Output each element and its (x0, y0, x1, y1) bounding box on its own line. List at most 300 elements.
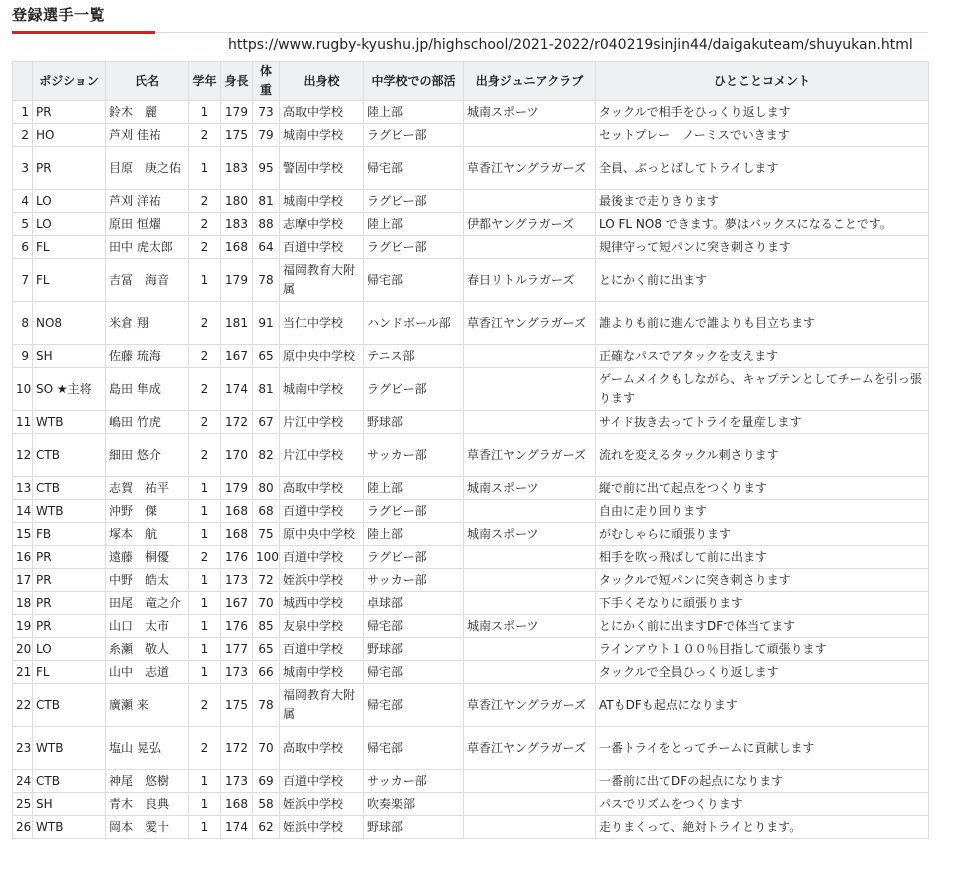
cell-school: 城西中学校 (280, 592, 364, 615)
cell-position: SO ★主将 (33, 368, 106, 411)
cell-no: 25 (13, 793, 33, 816)
table-body (13, 101, 929, 839)
cell-junior-club: 城南スポーツ (464, 523, 596, 546)
cell-grade: 1 (189, 661, 221, 684)
cell-club: ラグビー部 (364, 500, 464, 523)
cell-name: 島田 隼成 (106, 368, 189, 411)
cell-no: 12 (13, 434, 33, 477)
cell-weight: 85 (253, 615, 280, 638)
header-junior-club: 出身ジュニアクラブ (464, 62, 596, 101)
cell-school: 百道中学校 (280, 236, 364, 259)
cell-club: 帰宅部 (364, 615, 464, 638)
cell-grade: 2 (189, 213, 221, 236)
cell-club: 帰宅部 (364, 259, 464, 302)
cell-school: 姪浜中学校 (280, 816, 364, 839)
cell-name: 遠藤 桐優 (106, 546, 189, 569)
cell-weight: 78 (253, 259, 280, 302)
table-row (13, 259, 929, 302)
cell-no: 23 (13, 727, 33, 770)
cell-club: サッカー部 (364, 569, 464, 592)
cell-no: 7 (13, 259, 33, 302)
cell-height: 167 (221, 345, 253, 368)
cell-school: 警固中学校 (280, 147, 364, 190)
cell-comment: 一番トライをとってチームに貢献します (596, 727, 929, 770)
cell-name: 原田 恒燿 (106, 213, 189, 236)
cell-name: 田中 虎太郎 (106, 236, 189, 259)
cell-weight: 68 (253, 500, 280, 523)
cell-height: 177 (221, 638, 253, 661)
cell-weight: 65 (253, 345, 280, 368)
cell-height: 173 (221, 770, 253, 793)
cell-no: 1 (13, 101, 33, 124)
cell-position: FB (33, 523, 106, 546)
cell-school: 姪浜中学校 (280, 793, 364, 816)
cell-club: ラグビー部 (364, 190, 464, 213)
cell-name: 山口 太市 (106, 615, 189, 638)
table-row (13, 569, 929, 592)
cell-junior-club: 草香江ヤングラガーズ (464, 147, 596, 190)
cell-weight: 80 (253, 477, 280, 500)
cell-position: WTB (33, 816, 106, 839)
cell-position: FL (33, 259, 106, 302)
cell-no: 15 (13, 523, 33, 546)
cell-junior-club (464, 124, 596, 147)
table-row (13, 546, 929, 569)
cell-grade: 2 (189, 727, 221, 770)
cell-weight: 65 (253, 638, 280, 661)
cell-comment: 正確なパスでアタックを支えます (596, 345, 929, 368)
cell-height: 179 (221, 101, 253, 124)
cell-junior-club (464, 546, 596, 569)
cell-no: 26 (13, 816, 33, 839)
table-row (13, 477, 929, 500)
cell-position: CTB (33, 477, 106, 500)
cell-comment: 相手を吹っ飛ばして前に出ます (596, 546, 929, 569)
cell-comment: タックルで相手をひっくり返します (596, 101, 929, 124)
cell-grade: 1 (189, 477, 221, 500)
cell-grade: 2 (189, 684, 221, 727)
cell-height: 173 (221, 661, 253, 684)
cell-club: ラグビー部 (364, 124, 464, 147)
cell-comment: パスでリズムをつくります (596, 793, 929, 816)
cell-club: 帰宅部 (364, 661, 464, 684)
table-row (13, 770, 929, 793)
cell-height: 179 (221, 477, 253, 500)
cell-name: 青木 良典 (106, 793, 189, 816)
header-comment: ひとことコメント (596, 62, 929, 101)
table-row (13, 661, 929, 684)
cell-school: 城南中学校 (280, 190, 364, 213)
cell-junior-club: 草香江ヤングラガーズ (464, 684, 596, 727)
cell-weight: 70 (253, 727, 280, 770)
cell-grade: 1 (189, 592, 221, 615)
cell-grade: 1 (189, 500, 221, 523)
cell-name: 山中 志道 (106, 661, 189, 684)
cell-name: 芦刈 佳祐 (106, 124, 189, 147)
cell-weight: 69 (253, 770, 280, 793)
cell-no: 24 (13, 770, 33, 793)
cell-club: ラグビー部 (364, 546, 464, 569)
cell-grade: 2 (189, 345, 221, 368)
cell-grade: 2 (189, 302, 221, 345)
cell-no: 4 (13, 190, 33, 213)
cell-name: 廣瀬 来 (106, 684, 189, 727)
cell-club: ラグビー部 (364, 368, 464, 411)
cell-no: 16 (13, 546, 33, 569)
cell-school: 志摩中学校 (280, 213, 364, 236)
cell-club: 陸上部 (364, 477, 464, 500)
cell-comment: セットプレー ノーミスでいきます (596, 124, 929, 147)
cell-grade: 1 (189, 793, 221, 816)
cell-height: 168 (221, 236, 253, 259)
cell-position: HO (33, 124, 106, 147)
cell-weight: 82 (253, 434, 280, 477)
table-row (13, 500, 929, 523)
cell-club: ハンドボール部 (364, 302, 464, 345)
cell-name: 目原 庚之佑 (106, 147, 189, 190)
cell-club: 吹奏楽部 (364, 793, 464, 816)
table-row (13, 124, 929, 147)
cell-junior-club (464, 770, 596, 793)
cell-school: 城南中学校 (280, 124, 364, 147)
cell-weight: 67 (253, 411, 280, 434)
cell-name: 塚本 航 (106, 523, 189, 546)
cell-comment: とにかく前に出ます (596, 259, 929, 302)
cell-school: 城南中学校 (280, 661, 364, 684)
cell-position: FL (33, 661, 106, 684)
cell-junior-club: 城南スポーツ (464, 477, 596, 500)
cell-height: 168 (221, 500, 253, 523)
cell-name: 岡本 愛十 (106, 816, 189, 839)
title-accent-bar (12, 31, 155, 34)
cell-junior-club: 草香江ヤングラガーズ (464, 434, 596, 477)
cell-school: 姪浜中学校 (280, 569, 364, 592)
cell-name: 糸瀬 敬人 (106, 638, 189, 661)
cell-weight: 64 (253, 236, 280, 259)
cell-school: 片江中学校 (280, 411, 364, 434)
cell-club: 帰宅部 (364, 727, 464, 770)
cell-height: 183 (221, 213, 253, 236)
cell-comment: 全員、ぶっとばしてトライします (596, 147, 929, 190)
cell-name: 塩山 晃弘 (106, 727, 189, 770)
cell-position: CTB (33, 770, 106, 793)
cell-name: 鈴木 麗 (106, 101, 189, 124)
cell-comment: 最後まで走りきります (596, 190, 929, 213)
cell-junior-club (464, 592, 596, 615)
header-grade: 学年 (189, 62, 221, 101)
cell-no: 18 (13, 592, 33, 615)
cell-no: 10 (13, 368, 33, 411)
cell-no: 20 (13, 638, 33, 661)
header-position: ポジション (33, 62, 106, 101)
cell-position: CTB (33, 434, 106, 477)
cell-no: 19 (13, 615, 33, 638)
header-school: 出身校 (280, 62, 364, 101)
cell-height: 176 (221, 546, 253, 569)
cell-school: 福岡教育大附属 (280, 684, 364, 727)
cell-height: 168 (221, 523, 253, 546)
cell-height: 172 (221, 727, 253, 770)
cell-position: CTB (33, 684, 106, 727)
cell-junior-club (464, 190, 596, 213)
cell-school: 原中央中学校 (280, 523, 364, 546)
cell-grade: 1 (189, 569, 221, 592)
cell-weight: 81 (253, 190, 280, 213)
page-title: 登録選手一覧 (12, 6, 106, 24)
cell-no: 17 (13, 569, 33, 592)
cell-school: 百道中学校 (280, 546, 364, 569)
cell-position: LO (33, 638, 106, 661)
cell-height: 175 (221, 124, 253, 147)
cell-weight: 88 (253, 213, 280, 236)
cell-comment: サイド抜き去ってトライを量産します (596, 411, 929, 434)
cell-name: 沖野 傑 (106, 500, 189, 523)
cell-position: SH (33, 793, 106, 816)
cell-comment: ゲームメイクもしながら、キャプテンとしてチームを引っ張ります (596, 368, 929, 411)
cell-grade: 1 (189, 615, 221, 638)
cell-comment: 一番前に出てDFの起点になります (596, 770, 929, 793)
cell-height: 183 (221, 147, 253, 190)
cell-junior-club (464, 793, 596, 816)
cell-height: 174 (221, 816, 253, 839)
cell-weight: 100 (253, 546, 280, 569)
cell-name: 佐藤 琉海 (106, 345, 189, 368)
table-row (13, 236, 929, 259)
cell-name: 細田 悠介 (106, 434, 189, 477)
table-row (13, 302, 929, 345)
table-row (13, 190, 929, 213)
cell-club: 野球部 (364, 638, 464, 661)
cell-height: 170 (221, 434, 253, 477)
cell-school: 片江中学校 (280, 434, 364, 477)
cell-club: ラグビー部 (364, 236, 464, 259)
cell-comment: タックルで全員ひっくり返します (596, 661, 929, 684)
cell-position: LO (33, 190, 106, 213)
cell-grade: 1 (189, 638, 221, 661)
cell-comment: とにかく前に出ますDFで体当てます (596, 615, 929, 638)
cell-position: WTB (33, 411, 106, 434)
cell-height: 176 (221, 615, 253, 638)
source-url[interactable]: https://www.rugby-kyushu.jp/highschool/2021-2022/r040219sinjin44/daigakuteam/shuyukan.html (228, 37, 913, 53)
cell-weight: 75 (253, 523, 280, 546)
cell-height: 167 (221, 592, 253, 615)
cell-club: 卓球部 (364, 592, 464, 615)
cell-weight: 78 (253, 684, 280, 727)
cell-grade: 2 (189, 368, 221, 411)
cell-club: 陸上部 (364, 523, 464, 546)
cell-height: 174 (221, 368, 253, 411)
cell-grade: 2 (189, 236, 221, 259)
cell-junior-club: 草香江ヤングラガーズ (464, 727, 596, 770)
cell-grade: 2 (189, 546, 221, 569)
table-header-row (13, 62, 929, 101)
cell-position: WTB (33, 727, 106, 770)
table-row (13, 213, 929, 236)
cell-club: 野球部 (364, 411, 464, 434)
cell-no: 6 (13, 236, 33, 259)
cell-weight: 58 (253, 793, 280, 816)
cell-grade: 2 (189, 411, 221, 434)
cell-grade: 1 (189, 523, 221, 546)
cell-junior-club: 春日リトルラガーズ (464, 259, 596, 302)
cell-weight: 62 (253, 816, 280, 839)
cell-comment: 縦で前に出て起点をつくります (596, 477, 929, 500)
cell-school: 百道中学校 (280, 638, 364, 661)
cell-name: 吉冨 海音 (106, 259, 189, 302)
cell-weight: 91 (253, 302, 280, 345)
cell-comment: ラインアウト１００％目指して頑張ります (596, 638, 929, 661)
cell-school: 福岡教育大附属 (280, 259, 364, 302)
cell-name: 田尾 竜之介 (106, 592, 189, 615)
cell-weight: 70 (253, 592, 280, 615)
cell-no: 2 (13, 124, 33, 147)
table-row (13, 793, 929, 816)
table-row (13, 345, 929, 368)
cell-comment: 流れを変えるタックル刺さります (596, 434, 929, 477)
cell-school: 百道中学校 (280, 770, 364, 793)
cell-school: 城南中学校 (280, 368, 364, 411)
cell-name: 志賀 祐平 (106, 477, 189, 500)
cell-junior-club: 草香江ヤングラガーズ (464, 302, 596, 345)
cell-junior-club: 城南スポーツ (464, 615, 596, 638)
table-row (13, 523, 929, 546)
cell-height: 175 (221, 684, 253, 727)
cell-comment: ATもDFも起点になります (596, 684, 929, 727)
cell-position: PR (33, 615, 106, 638)
cell-position: FL (33, 236, 106, 259)
cell-junior-club (464, 236, 596, 259)
cell-junior-club (464, 500, 596, 523)
cell-junior-club (464, 569, 596, 592)
table-row (13, 368, 929, 411)
cell-weight: 73 (253, 101, 280, 124)
cell-grade: 2 (189, 190, 221, 213)
cell-club: サッカー部 (364, 770, 464, 793)
cell-grade: 1 (189, 816, 221, 839)
cell-grade: 1 (189, 259, 221, 302)
cell-weight: 72 (253, 569, 280, 592)
cell-name: 中野 皓太 (106, 569, 189, 592)
cell-position: PR (33, 569, 106, 592)
table-row (13, 816, 929, 839)
cell-position: NO8 (33, 302, 106, 345)
cell-weight: 95 (253, 147, 280, 190)
table-row (13, 147, 929, 190)
cell-position: PR (33, 101, 106, 124)
cell-no: 22 (13, 684, 33, 727)
cell-comment: がむしゃらに頑張ります (596, 523, 929, 546)
cell-height: 180 (221, 190, 253, 213)
cell-grade: 1 (189, 147, 221, 190)
cell-junior-club (464, 368, 596, 411)
cell-junior-club: 城南スポーツ (464, 101, 596, 124)
cell-junior-club (464, 345, 596, 368)
player-roster-table (12, 61, 929, 839)
cell-junior-club (464, 638, 596, 661)
cell-grade: 1 (189, 101, 221, 124)
cell-grade: 1 (189, 770, 221, 793)
table-row (13, 684, 929, 727)
cell-junior-club (464, 661, 596, 684)
cell-position: PR (33, 546, 106, 569)
cell-no: 14 (13, 500, 33, 523)
cell-position: LO (33, 213, 106, 236)
cell-school: 高取中学校 (280, 477, 364, 500)
cell-comment: 規律守って短パンに突き刺さります (596, 236, 929, 259)
cell-school: 友泉中学校 (280, 615, 364, 638)
cell-club: 帰宅部 (364, 147, 464, 190)
header-weight: 体重 (253, 62, 280, 101)
cell-school: 百道中学校 (280, 500, 364, 523)
cell-weight: 81 (253, 368, 280, 411)
cell-school: 当仁中学校 (280, 302, 364, 345)
table-row (13, 638, 929, 661)
cell-no: 9 (13, 345, 33, 368)
table-row (13, 592, 929, 615)
cell-comment: 誰よりも前に進んで誰よりも目立ちます (596, 302, 929, 345)
cell-no: 3 (13, 147, 33, 190)
cell-school: 原中央中学校 (280, 345, 364, 368)
cell-club: 陸上部 (364, 101, 464, 124)
cell-junior-club: 伊都ヤングラガーズ (464, 213, 596, 236)
cell-comment: 自由に走り回ります (596, 500, 929, 523)
cell-school: 高取中学校 (280, 727, 364, 770)
cell-club: 野球部 (364, 816, 464, 839)
cell-name: 芦刈 洋祐 (106, 190, 189, 213)
cell-height: 168 (221, 793, 253, 816)
cell-no: 11 (13, 411, 33, 434)
cell-club: サッカー部 (364, 434, 464, 477)
cell-junior-club (464, 816, 596, 839)
cell-height: 181 (221, 302, 253, 345)
cell-name: 神尾 悠樹 (106, 770, 189, 793)
cell-position: PR (33, 592, 106, 615)
cell-name: 米倉 翔 (106, 302, 189, 345)
cell-no: 5 (13, 213, 33, 236)
cell-club: テニス部 (364, 345, 464, 368)
cell-weight: 66 (253, 661, 280, 684)
cell-junior-club (464, 411, 596, 434)
cell-club: 帰宅部 (364, 684, 464, 727)
cell-no: 8 (13, 302, 33, 345)
cell-school: 高取中学校 (280, 101, 364, 124)
cell-position: WTB (33, 500, 106, 523)
header-no (13, 62, 33, 101)
cell-comment: 下手くそなりに頑張ります (596, 592, 929, 615)
table-row (13, 411, 929, 434)
cell-weight: 79 (253, 124, 280, 147)
header-name: 氏名 (106, 62, 189, 101)
header-club: 中学校での部活 (364, 62, 464, 101)
header-height: 身長 (221, 62, 253, 101)
cell-name: 嶋田 竹虎 (106, 411, 189, 434)
cell-height: 179 (221, 259, 253, 302)
cell-grade: 2 (189, 434, 221, 477)
cell-no: 13 (13, 477, 33, 500)
cell-position: PR (33, 147, 106, 190)
cell-height: 172 (221, 411, 253, 434)
table-row (13, 727, 929, 770)
cell-position: SH (33, 345, 106, 368)
cell-comment: タックルで短パンに突き刺さります (596, 569, 929, 592)
cell-comment: LO FL NO8 できます。夢はバックスになることです。 (596, 213, 929, 236)
cell-grade: 2 (189, 124, 221, 147)
table-row (13, 434, 929, 477)
cell-no: 21 (13, 661, 33, 684)
cell-comment: 走りまくって、絶対トライとります。 (596, 816, 929, 839)
cell-club: 陸上部 (364, 213, 464, 236)
table-row (13, 615, 929, 638)
